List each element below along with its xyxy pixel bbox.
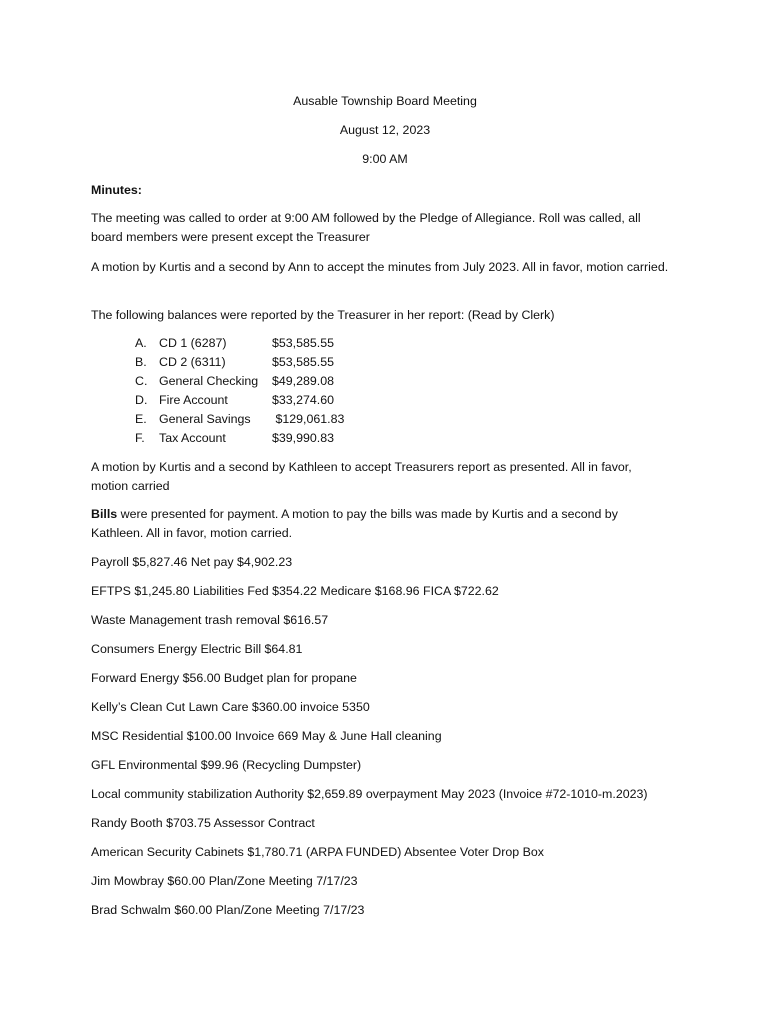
balances-intro-paragraph: The following balances were reported by the Treasurer in her report: (Read by Clerk)	[91, 308, 555, 322]
bill-item: Kelly’s Clean Cut Lawn Care $360.00 invoice 5350	[91, 700, 370, 714]
bill-item: Consumers Energy Electric Bill $64.81	[91, 642, 303, 656]
bill-item: MSC Residential $100.00 Invoice 669 May & June Hall cleaning	[91, 729, 442, 743]
treasurer-report-motion-paragraph: A motion by Kurtis and a second by Kathleen to accept Treasurers report as presented. All in favor, motion carried	[91, 460, 632, 493]
balance-amount: $129,061.83	[272, 412, 345, 426]
balance-amount: $39,990.83	[272, 431, 335, 445]
bills-paragraph-text: were presented for payment. A motion to pay the bills was made by Kurtis and a second by Kathleen. All in favor, motion carried.	[91, 507, 618, 540]
balance-amount: $33,274.60	[272, 393, 335, 407]
meeting-time: 9:00 AM	[362, 152, 408, 166]
document-title: Ausable Township Board Meeting	[293, 94, 477, 108]
balance-account-name: CD 1 (6287)	[159, 336, 227, 350]
balance-account-name: General Checking	[159, 374, 259, 388]
bill-item: Waste Management trash removal $616.57	[91, 613, 329, 627]
call-to-order-paragraph: The meeting was called to order at 9:00 AM followed by the Pledge of Allegiance. Roll was called, all board members were present except the Treasurer	[91, 211, 641, 244]
balance-letter: B.	[135, 355, 147, 369]
bills-paragraph	[91, 505, 671, 543]
balance-account-name: CD 2 (6311)	[159, 355, 226, 369]
balance-letter: D.	[135, 393, 148, 407]
balance-letter: A.	[135, 336, 147, 350]
meeting-date: August 12, 2023	[339, 123, 431, 137]
balance-account-name: Tax Account	[159, 431, 226, 445]
balance-amount: $53,585.55	[272, 355, 335, 369]
bill-item: EFTPS $1,245.80 Liabilities Fed $354.22 Medicare $168.96 FICA $722.62	[91, 584, 499, 598]
balance-letter: F.	[135, 431, 145, 445]
minutes-motion-paragraph: A motion by Kurtis and a second by Ann to accept the minutes from July 2023. All in favor, motion carried.	[91, 260, 669, 274]
bill-item: GFL Environmental $99.96 (Recycling Dumpster)	[91, 758, 362, 772]
balance-letter: C.	[135, 374, 148, 388]
balance-amount: $49,289.08	[272, 374, 335, 388]
minutes-heading: Minutes:	[91, 183, 142, 197]
bill-item: Forward Energy $56.00 Budget plan for propane	[91, 671, 357, 685]
bill-item: Local community stabilization Authority $2,659.89 overpayment May 2023 (Invoice #72-1010-m.2023)	[91, 787, 648, 801]
balance-letter: E.	[135, 412, 147, 426]
bill-item: American Security Cabinets $1,780.71 (ARPA FUNDED) Absentee Voter Drop Box	[91, 845, 544, 859]
bill-item: Randy Booth $703.75 Assessor Contract	[91, 816, 315, 830]
bill-item: Jim Mowbray $60.00 Plan/Zone Meeting 7/17/23	[91, 874, 358, 888]
bill-item: Brad Schwalm $60.00 Plan/Zone Meeting 7/17/23	[91, 903, 365, 917]
balance-amount: $53,585.55	[272, 336, 335, 350]
balance-account-name: General Savings	[159, 412, 251, 426]
bills-label: Bills	[91, 507, 118, 521]
bill-item: Payroll $5,827.46 Net pay $4,902.23	[91, 555, 293, 569]
balance-account-name: Fire Account	[159, 393, 228, 407]
